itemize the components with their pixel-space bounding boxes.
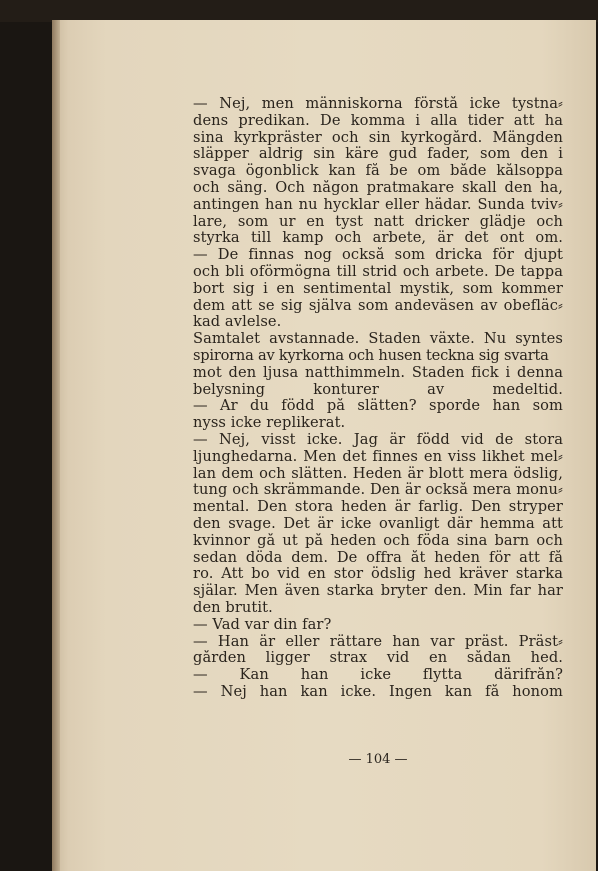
text-line: — Han är eller rättare han var präst. Präst⸗ [193,633,563,650]
text-line: — Kan han icke flytta därifrån? [193,667,563,684]
text-line: mot den ljusa natthimmeln. Staden fick i denna [193,364,563,381]
text-line: — Nej han kan icke. Ingen kan få honom [193,683,563,700]
scan-top-border [0,0,598,22]
page-number: — 104 — [348,752,408,767]
text-line: ro. Att bo vid en stor ödslig hed kräver starka [193,566,563,583]
body-text [193,96,563,701]
text-line: ljunghedarna. Men det finnes en viss likhet mel⸗ [193,448,563,465]
text-line: — Är du född på slätten? sporde han som [193,398,563,415]
text-line: den svage. Det är icke ovanligt där hemma att [193,515,563,532]
text-line: — Nej, visst icke. Jag är född vid de stora [193,431,563,448]
text-line: — Nej, men människorna förstå icke tystna⸗ [193,96,563,112]
text-line: styrka till kamp och arbete, är det ont om. [193,230,563,247]
text-line: själar. Men även starka bryter den. Min far har [193,583,563,600]
text-line: dens predikan. De komma i alla tider att ha [193,112,563,129]
text-line: gården ligger strax vid en sådan hed. [193,650,563,667]
text-line: släpper aldrig sin käre gud fader, som den i [193,146,563,163]
text-line: lan dem och slätten. Heden är blott mera ödslig, [193,465,563,482]
text-line: — Vad var din far? [193,616,332,633]
text-line: spirorna av kyrkorna och husen teckna sig svarta [193,347,549,364]
text-line: lare, som ur en tyst natt dricker glädje och [193,213,563,230]
text-line: tung och skrämmande. Den är också mera monu⸗ [193,482,563,499]
text-line: Samtalet avstannade. Staden växte. Nu syntes [193,331,563,348]
text-line: svaga ögonblick kan få be om både kålsoppa [193,163,563,180]
text-line: kvinnor gå ut på heden och föda sina barn och [193,532,563,549]
page-gutter-shadow [52,20,60,871]
text-line: belysning konturer av medeltid. [193,381,563,398]
text-line: den brutit. [193,599,273,616]
text-line: dem att se sig själva som andeväsen av obefläc⸗ [193,297,563,314]
text-line: sedan döda dem. De offra åt heden för att få [193,549,563,566]
text-line: sina kyrkpräster och sin kyrkogård. Mängden [193,129,563,146]
text-line: antingen han nu hycklar eller hädar. Sunda tviv⸗ [193,196,563,213]
text-line: mental. Den stora heden är farlig. Den stryper [193,499,563,516]
text-line: bort sig i en sentimental mystik, som kommer [193,280,563,297]
text-line: nyss icke replikerat. [193,415,346,432]
text-line: och bli oförmögna till strid och arbete. De tappa [193,263,563,280]
text-line: kad avlelse. [193,314,282,331]
text-line: och säng. Och någon pratmakare skall den ha, [193,179,563,196]
text-line: — De finnas nog också som dricka för djupt [193,247,563,264]
